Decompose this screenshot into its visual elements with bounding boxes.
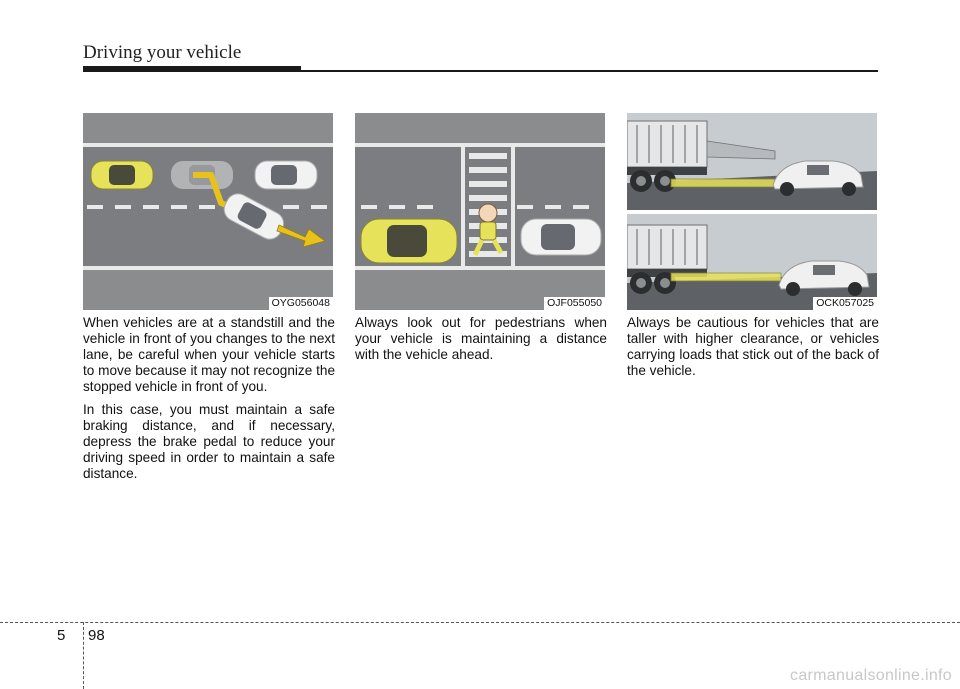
footer-divider (83, 622, 84, 689)
figure-code: OCK057025 (813, 297, 877, 310)
paragraph: Always look out for pedestrians when your vehicle is maintaining a distance with the vehicle ahead. (355, 315, 607, 362)
column-3-text (627, 315, 879, 386)
footer-rule (0, 622, 960, 623)
figure-lane-change (83, 113, 333, 310)
figure-tall-vehicle (627, 113, 877, 310)
lane-change-illustration (83, 113, 333, 310)
section-header-title: Driving your vehicle (83, 42, 242, 63)
column-2-text (355, 315, 607, 370)
figure-pedestrian (355, 113, 605, 310)
paragraph: Always be cautious for vehicles that are taller with higher clearance, or vehicles carrying loads that stick out of the back of the vehicle. (627, 315, 879, 378)
chapter-number: 5 (57, 627, 66, 644)
watermark-text: carmanualsonline.info (790, 667, 952, 684)
header-rule-thin (301, 70, 878, 72)
tall-vehicle-clearance-illustration (627, 113, 877, 310)
column-1-text (83, 315, 335, 489)
figure-code: OJF055050 (544, 297, 605, 310)
paragraph: When vehicles are at a standstill and the vehicle in front of you changes to the next lane, be careful when your vehicle starts to move because it may not recognize the stopped vehicle in front of you. (83, 315, 335, 394)
figure-code: OYG056048 (269, 297, 333, 310)
header-rule-thick (83, 66, 301, 72)
page-number: 98 (88, 627, 105, 644)
pedestrian-crosswalk-illustration (355, 113, 605, 310)
paragraph: In this case, you must maintain a safe braking distance, and if necessary, depress the brake pedal to reduce your driving speed in order to maintain a safe distance. (83, 402, 335, 481)
